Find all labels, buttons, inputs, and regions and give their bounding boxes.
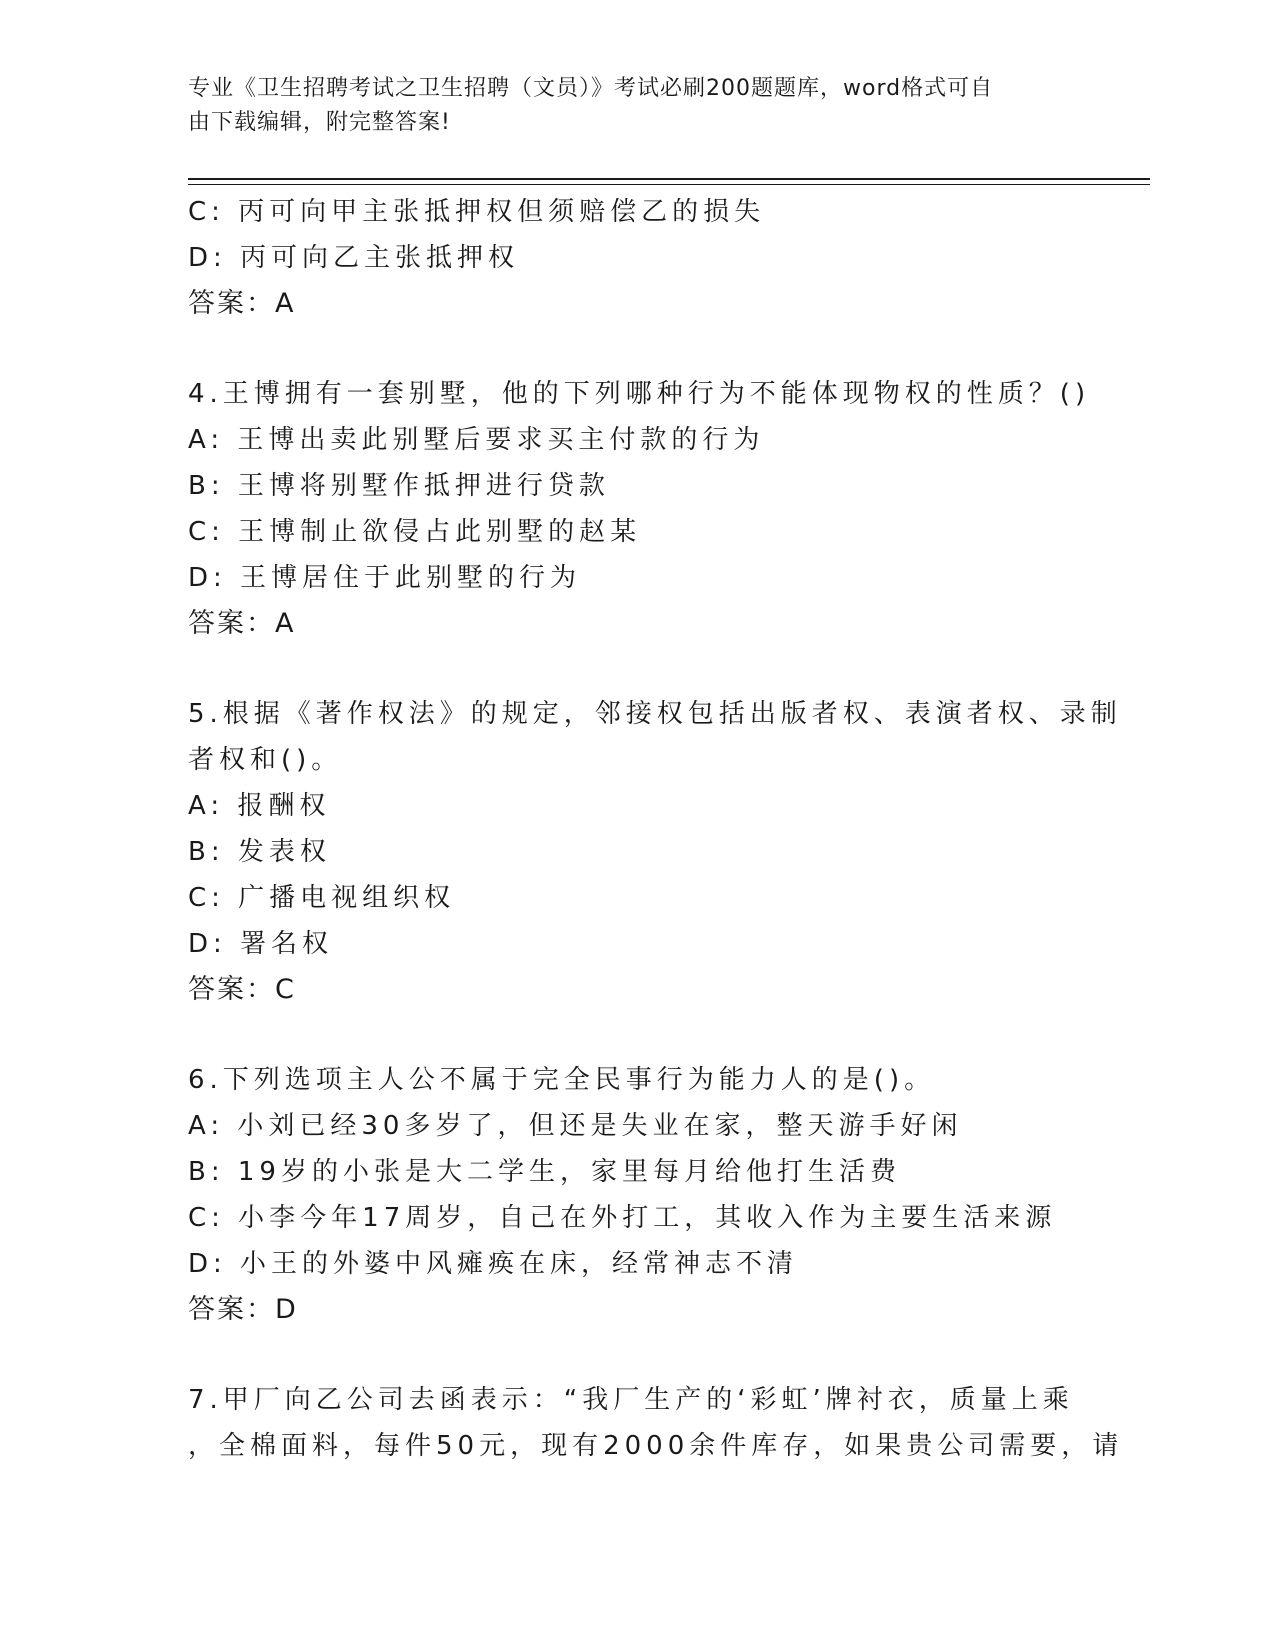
- header-divider: [188, 178, 1150, 180]
- option-a: A: 王博出卖此别墅后要求买主付款的行为: [188, 425, 765, 455]
- option-d: D: 王博居住于此别墅的行为: [188, 563, 582, 593]
- option-a: A: 小刘已经30多岁了，但还是失业在家，整天游手好闲: [188, 1111, 963, 1141]
- question-block: [188, 371, 1091, 647]
- option-d: D: 小王的外婆中风瘫痪在床，经常神志不清: [188, 1249, 799, 1279]
- option-a: A: 报酬权: [188, 791, 331, 821]
- answer-text: 答案：D: [188, 1294, 298, 1325]
- header-divider-thin: [188, 184, 1150, 185]
- question-text: 4.王博拥有一套别墅，他的下列哪种行为不能体现物权的性质？(): [188, 379, 1091, 409]
- option-b: B: 王博将别墅作抵押进行贷款: [188, 471, 610, 501]
- question-block: [188, 189, 1068, 327]
- question-text: 5.根据《著作权法》的规定，邻接权包括出版者权、表演者权、录制: [188, 699, 1122, 729]
- option-d: D: 署名权: [188, 929, 334, 959]
- header-text-line-1: 专业《卫生招聘考试之卫生招聘（文员）》考试必刷200题题库，word格式可自: [188, 76, 994, 101]
- option-c: C: 王博制止欲侵占此别墅的赵某: [188, 517, 642, 547]
- option-c: C: 广播电视组织权: [188, 883, 456, 913]
- question-text-continued: ，全棉面料，每件50元，现有2000余件库存，如果贵公司需要，请: [188, 1431, 1124, 1461]
- question-text: 6.下列选项主人公不属于完全民事行为能力人的是()。: [188, 1065, 936, 1095]
- header-text-line-2: 由下载编辑，附完整答案!: [188, 110, 451, 135]
- option-d: D: 丙可向乙主张抵押权: [188, 243, 520, 273]
- question-content: [188, 189, 1124, 1469]
- page-header: [188, 72, 1068, 140]
- question-text-continued: 者权和()。: [188, 745, 343, 775]
- option-c: C: 丙可向甲主张抵押权但须赔偿乙的损失: [188, 197, 766, 227]
- answer-text: 答案：C: [188, 974, 296, 1005]
- answer-text: 答案：A: [188, 288, 296, 319]
- question-block: [188, 1377, 1124, 1469]
- option-b: B: 19岁的小张是大二学生，家里每月给他打生活费: [188, 1157, 901, 1187]
- question-text: 7.甲厂向乙公司去函表示：“我厂生产的‘彩虹’牌衬衣，质量上乘: [188, 1385, 1074, 1415]
- answer-text: 答案：A: [188, 608, 296, 639]
- question-block: [188, 691, 1122, 1013]
- question-block: [188, 1057, 1068, 1333]
- option-c: C: 小李今年17周岁，自己在外打工，其收入作为主要生活来源: [188, 1203, 1057, 1233]
- option-b: B: 发表权: [188, 837, 331, 867]
